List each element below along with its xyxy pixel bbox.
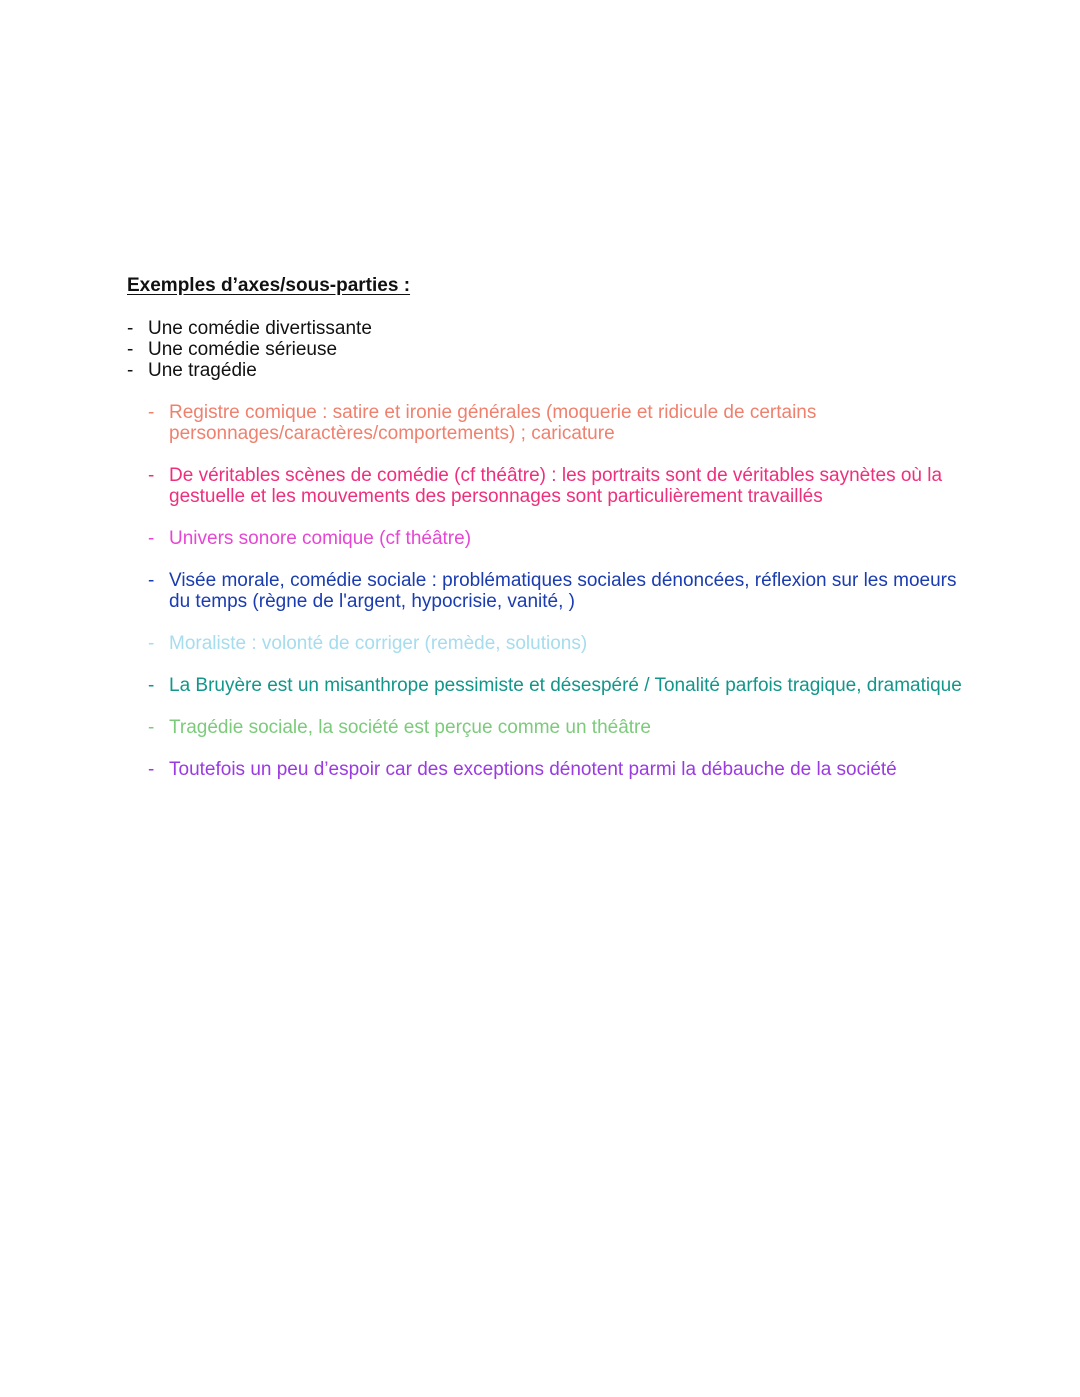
axis-item — [127, 339, 372, 360]
axis-item — [127, 360, 372, 381]
sub-part-item — [148, 570, 968, 612]
list-dash: - — [148, 528, 155, 549]
sub-part-item — [148, 402, 968, 444]
sub-part-text: De véritables scènes de comédie (cf théâtre) : les portraits sont de véritables saynètes où la gestuelle et les mouvements des personnages sont particulièrement travaillés — [169, 465, 943, 507]
list-dash: - — [148, 717, 155, 738]
sub-part-text: Visée morale, comédie sociale : problématiques sociales dénoncées, réflexion sur les moeurs du temps (règne de l'argent, hypocrisie, vanité, ) — [169, 570, 957, 612]
axis-text: Une comédie divertissante — [148, 318, 372, 339]
axis-text: Une comédie sérieuse — [148, 339, 338, 360]
sub-part-item — [148, 717, 968, 738]
sub-part-text: Registre comique : satire et ironie générales (moquerie et ridicule de certains personnages/caractères/comportements) ; caricature — [169, 402, 817, 444]
list-dash: - — [127, 339, 134, 360]
sub-part-text: La Bruyère est un misanthrope pessimiste et désespéré / Tonalité parfois tragique, dramatique — [169, 675, 962, 696]
list-dash: - — [148, 675, 155, 696]
axis-text: Une tragédie — [148, 360, 257, 381]
sub-part-text: Tragédie sociale, la société est perçue comme un théâtre — [169, 717, 651, 738]
list-dash: - — [148, 759, 155, 780]
sub-parts-list — [148, 402, 968, 801]
sub-part-item — [148, 465, 968, 507]
sub-part-item — [148, 633, 968, 654]
sub-part-text: Toutefois un peu d’espoir car des exceptions dénotent parmi la débauche de la société — [169, 759, 897, 780]
sub-part-item — [148, 675, 968, 696]
section-heading: Exemples d’axes/sous-parties : — [127, 275, 411, 296]
sub-part-text: Moraliste : volonté de corriger (remède, solutions) — [169, 633, 588, 654]
sub-part-item — [148, 528, 968, 549]
sub-part-item — [148, 759, 968, 780]
sub-part-text: Univers sonore comique (cf théâtre) — [169, 528, 472, 549]
axis-item — [127, 318, 372, 339]
list-dash: - — [127, 360, 134, 381]
list-dash: - — [127, 318, 134, 339]
axes-list — [127, 318, 372, 381]
list-dash: - — [148, 570, 155, 591]
list-dash: - — [148, 465, 155, 486]
list-dash: - — [148, 633, 155, 654]
list-dash: - — [148, 402, 155, 423]
